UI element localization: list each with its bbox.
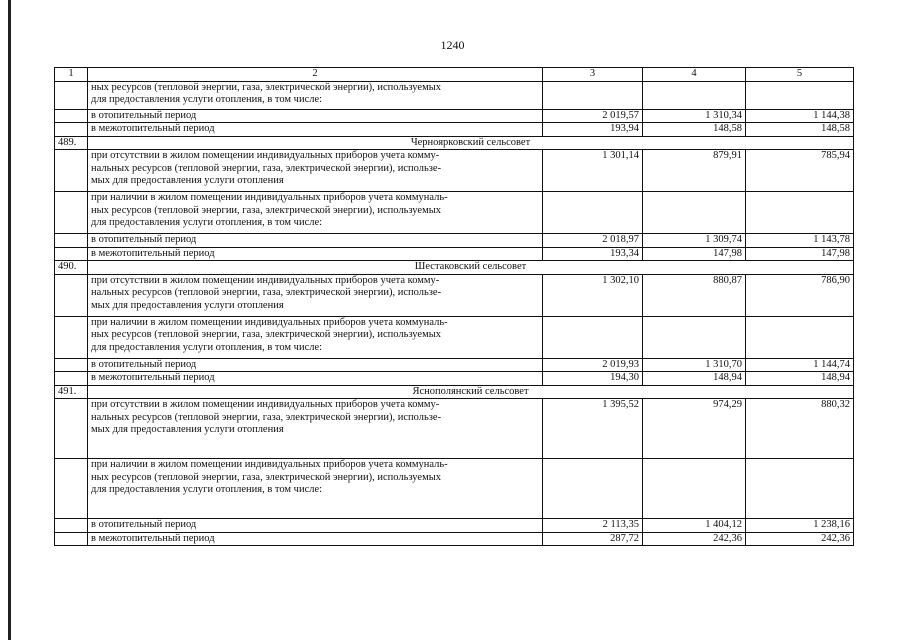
header-cell: 1 bbox=[55, 68, 88, 82]
value-col3 bbox=[543, 192, 643, 234]
table-row bbox=[55, 459, 854, 519]
value-col5: 1 238,16 bbox=[746, 519, 854, 533]
header-cell: 3 bbox=[543, 68, 643, 82]
table-row bbox=[55, 372, 854, 386]
value-col5 bbox=[746, 459, 854, 519]
value-col5: 1 144,74 bbox=[746, 358, 854, 372]
row-number-cell bbox=[55, 372, 88, 386]
value-col4: 242,36 bbox=[643, 532, 746, 546]
value-col4: 147,98 bbox=[643, 247, 746, 261]
table-row bbox=[55, 247, 854, 261]
table-row bbox=[55, 399, 854, 459]
value-col4: 148,94 bbox=[643, 372, 746, 386]
page-number: 1240 bbox=[440, 38, 465, 52]
scan-edge-bar bbox=[8, 0, 11, 640]
section-number: 491. bbox=[55, 385, 88, 399]
table-row bbox=[55, 123, 854, 137]
value-col3: 287,72 bbox=[543, 532, 643, 546]
row-number-cell bbox=[55, 399, 88, 459]
value-col5: 785,94 bbox=[746, 150, 854, 192]
table-row bbox=[55, 150, 854, 192]
value-col5: 786,90 bbox=[746, 274, 854, 316]
value-col3: 2 018,97 bbox=[543, 234, 643, 248]
value-col4: 879,91 bbox=[643, 150, 746, 192]
value-col4: 974,29 bbox=[643, 399, 746, 459]
value-col3: 1 301,14 bbox=[543, 150, 643, 192]
value-col3 bbox=[543, 316, 643, 358]
row-number-cell bbox=[55, 459, 88, 519]
row-description: в отопительный период bbox=[88, 109, 543, 123]
section-title: Шестаковский сельсовет bbox=[88, 261, 854, 275]
value-col3: 193,94 bbox=[543, 123, 643, 137]
value-col5: 242,36 bbox=[746, 532, 854, 546]
section-number: 489. bbox=[55, 136, 88, 150]
value-col5: 1 144,38 bbox=[746, 109, 854, 123]
section-title: Черноярковский сельсовет bbox=[88, 136, 854, 150]
row-number-cell bbox=[55, 81, 88, 109]
value-col4 bbox=[643, 192, 746, 234]
table-row bbox=[55, 234, 854, 248]
table-row bbox=[55, 109, 854, 123]
row-description: при отсутствии в жилом помещении индивидуальных приборов учета комму- нальных ресурсов (тепловой энергии, газа, электрической энергии), использе- мых для предоставления услуги отопления bbox=[88, 274, 543, 316]
value-col5: 148,94 bbox=[746, 372, 854, 386]
row-description: в отопительный период bbox=[88, 234, 543, 248]
value-col5 bbox=[746, 192, 854, 234]
section-title: Яснополянский сельсовет bbox=[88, 385, 854, 399]
section-header-row bbox=[55, 261, 854, 275]
value-col3: 2 019,93 bbox=[543, 358, 643, 372]
row-number-cell bbox=[55, 274, 88, 316]
value-col4 bbox=[643, 459, 746, 519]
value-col3: 2 113,35 bbox=[543, 519, 643, 533]
row-description: в межотопительный период bbox=[88, 247, 543, 261]
value-col4: 880,87 bbox=[643, 274, 746, 316]
header-cell: 4 bbox=[643, 68, 746, 82]
section-number: 490. bbox=[55, 261, 88, 275]
table-row bbox=[55, 192, 854, 234]
value-col3 bbox=[543, 81, 643, 109]
row-number-cell bbox=[55, 150, 88, 192]
table-row bbox=[55, 274, 854, 316]
row-number-cell bbox=[55, 192, 88, 234]
table-row bbox=[55, 316, 854, 358]
header-cell: 5 bbox=[746, 68, 854, 82]
row-description: при наличии в жилом помещении индивидуальных приборов учета коммуналь- ных ресурсов (тепловой энергии, газа, электрической энергии), используемых для предоставления услуги отопления, в том числе: bbox=[88, 192, 543, 234]
row-number-cell bbox=[55, 316, 88, 358]
table-row bbox=[55, 81, 854, 109]
row-description: при наличии в жилом помещении индивидуальных приборов учета коммуналь- ных ресурсов (тепловой энергии, газа, электрической энергии), используемых для предоставления услуги отопления, в том числе: bbox=[88, 459, 543, 519]
row-description: при отсутствии в жилом помещении индивидуальных приборов учета комму- нальных ресурсов (тепловой энергии, газа, электрической энергии), использе- мых для предоставления услуги отопления bbox=[88, 150, 543, 192]
value-col3: 193,34 bbox=[543, 247, 643, 261]
row-description: в отопительный период bbox=[88, 358, 543, 372]
value-col4: 1 404,12 bbox=[643, 519, 746, 533]
row-description: в межотопительный период bbox=[88, 372, 543, 386]
value-col4: 1 310,70 bbox=[643, 358, 746, 372]
value-col3 bbox=[543, 459, 643, 519]
value-col4: 1 309,74 bbox=[643, 234, 746, 248]
value-col4: 148,58 bbox=[643, 123, 746, 137]
value-col5: 880,32 bbox=[746, 399, 854, 459]
row-number-cell bbox=[55, 234, 88, 248]
row-description: в межотопительный период bbox=[88, 123, 543, 137]
value-col5: 148,58 bbox=[746, 123, 854, 137]
table-row bbox=[55, 358, 854, 372]
value-col5 bbox=[746, 316, 854, 358]
table-row bbox=[55, 519, 854, 533]
section-header-row bbox=[55, 136, 854, 150]
table-row bbox=[55, 532, 854, 546]
value-col3: 1 302,10 bbox=[543, 274, 643, 316]
row-number-cell bbox=[55, 109, 88, 123]
table-header-row bbox=[55, 68, 854, 82]
row-description: в отопительный период bbox=[88, 519, 543, 533]
tariff-table bbox=[54, 67, 854, 546]
row-description: при отсутствии в жилом помещении индивидуальных приборов учета комму- нальных ресурсов (тепловой энергии, газа, электрической энергии), использе- мых для предоставления услуги отопления bbox=[88, 399, 543, 459]
value-col5 bbox=[746, 81, 854, 109]
value-col3: 1 395,52 bbox=[543, 399, 643, 459]
row-description: в межотопительный период bbox=[88, 532, 543, 546]
section-header-row bbox=[55, 385, 854, 399]
row-description: ных ресурсов (тепловой энергии, газа, электрической энергии), используемых для предоставления услуги отопления, в том числе: bbox=[88, 81, 543, 109]
header-cell: 2 bbox=[88, 68, 543, 82]
value-col3: 2 019,57 bbox=[543, 109, 643, 123]
value-col4 bbox=[643, 316, 746, 358]
value-col4 bbox=[643, 81, 746, 109]
value-col5: 147,98 bbox=[746, 247, 854, 261]
value-col5: 1 143,78 bbox=[746, 234, 854, 248]
value-col3: 194,30 bbox=[543, 372, 643, 386]
row-number-cell bbox=[55, 532, 88, 546]
row-number-cell bbox=[55, 358, 88, 372]
row-description: при наличии в жилом помещении индивидуальных приборов учета коммуналь- ных ресурсов (тепловой энергии, газа, электрической энергии), используемых для предоставления услуги отопления, в том числе: bbox=[88, 316, 543, 358]
row-number-cell bbox=[55, 519, 88, 533]
value-col4: 1 310,34 bbox=[643, 109, 746, 123]
row-number-cell bbox=[55, 247, 88, 261]
row-number-cell bbox=[55, 123, 88, 137]
